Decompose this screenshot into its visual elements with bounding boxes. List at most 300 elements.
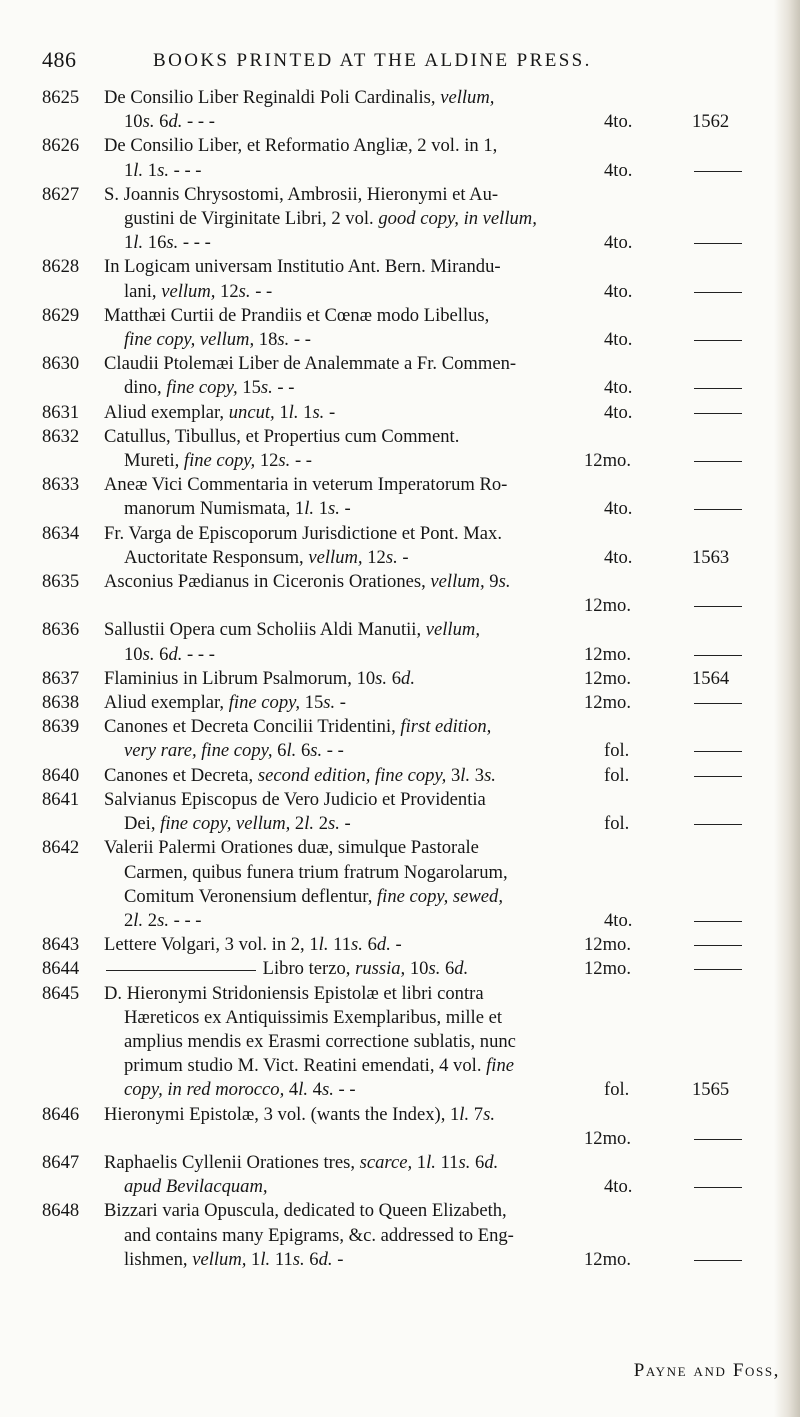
italic-text: s. — [292, 1248, 305, 1270]
entry-text — [104, 570, 682, 618]
lot-number: 8631 — [42, 401, 80, 423]
entry-text — [104, 1151, 682, 1199]
italic-text: uncut, — [228, 401, 275, 423]
book-format: 4to. — [604, 329, 633, 351]
entry-line — [104, 1006, 682, 1030]
roman-text: and contains many Epigrams, &c. addressed to Eng- — [124, 1224, 514, 1246]
italic-text: s. — [484, 764, 496, 786]
roman-text: 1 — [124, 232, 134, 254]
roman-text: lishmen, — [124, 1248, 193, 1270]
lot-number: 8647 — [42, 1151, 80, 1173]
lot-number: 8639 — [42, 716, 80, 738]
lot-number: 8640 — [42, 764, 80, 786]
roman-text: Valerii Palermi Orationes duæ, simulque Pastorale — [104, 837, 479, 859]
entry-line — [104, 764, 682, 788]
roman-text: 1 — [124, 159, 134, 181]
book-format: 12mo. — [584, 1248, 632, 1270]
roman-text: 16 — [143, 232, 167, 254]
italic-text: l. — [260, 1248, 271, 1270]
roman-text: lani, — [124, 280, 162, 302]
ditto-rule — [694, 824, 742, 825]
roman-text: - - — [322, 740, 344, 762]
roman-text: 15 — [300, 692, 324, 714]
entry-line — [104, 546, 682, 570]
entry-text — [104, 255, 682, 303]
entry-line — [104, 618, 682, 642]
lot-number: 8628 — [42, 256, 80, 278]
catchword: Payne and Foss, — [633, 1360, 780, 1381]
entry-line — [104, 982, 682, 1006]
roman-text: 1 — [412, 1151, 427, 1173]
lot-number: 8625 — [42, 87, 80, 108]
ditto-rule — [106, 970, 256, 971]
roman-text: 6 — [272, 740, 287, 762]
year-printed: 1564 — [692, 667, 730, 689]
italic-text: l. — [133, 909, 144, 931]
roman-text: Flaminius in Librum Psalmorum, 10 — [104, 667, 376, 689]
italic-text: l. — [460, 764, 471, 786]
roman-text: 12 — [215, 280, 239, 302]
roman-text: Aliud exemplar, — [104, 692, 229, 714]
italic-text: good copy, in vellum, — [378, 208, 537, 230]
italic-text: s. — [260, 377, 273, 399]
italic-text: d. — [376, 934, 391, 956]
book-format: 12mo. — [584, 450, 632, 472]
italic-text: s. — [328, 813, 340, 835]
ditto-rule — [694, 969, 742, 970]
book-format: 4to. — [604, 377, 633, 399]
roman-text: 11 — [270, 1248, 293, 1270]
book-format: 12mo. — [584, 643, 632, 665]
roman-text: amplius mendis ex Erasmi correctione sublatis, nunc — [124, 1030, 516, 1052]
catalogue-entry — [0, 715, 800, 763]
ditto-rule — [694, 461, 742, 462]
entry-line — [104, 425, 682, 449]
roman-text: - - — [333, 1079, 356, 1101]
italic-text: d. — [168, 111, 183, 133]
ditto-rule — [694, 606, 742, 607]
lot-number: 8643 — [42, 934, 80, 956]
italic-text: first edition, — [400, 716, 492, 738]
italic-text: vellum, — [308, 546, 363, 568]
roman-text: De Consilio Liber Reginaldi Poli Cardinalis, — [104, 87, 441, 108]
roman-text: 1 — [314, 498, 329, 520]
lot-number: 8641 — [42, 788, 80, 810]
ditto-rule — [694, 921, 742, 922]
book-format: 12mo. — [584, 595, 632, 617]
entry-line — [104, 231, 682, 255]
roman-text: Carmen, quibus funera trium fratrum Nogarolarum, — [124, 861, 508, 883]
catalogue-entry — [0, 401, 800, 425]
roman-text: dino, — [124, 377, 167, 399]
book-format: 4to. — [604, 111, 633, 133]
entry-line — [104, 739, 682, 763]
entry-line — [104, 691, 682, 715]
catalogue-entry — [0, 255, 800, 303]
lot-number: 8645 — [42, 982, 80, 1004]
ditto-rule — [694, 945, 742, 946]
roman-text: 6 — [470, 1151, 485, 1173]
italic-text: s. — [323, 692, 336, 714]
roman-text: - — [397, 546, 409, 568]
entry-line — [104, 1175, 682, 1199]
entry-text — [104, 933, 682, 957]
lot-number: 8644 — [42, 958, 80, 980]
catalogue-entry — [0, 134, 800, 182]
catalogue-entry — [0, 982, 800, 1103]
entry-text — [104, 352, 682, 400]
italic-text: s. — [498, 571, 511, 593]
book-format: fol. — [604, 764, 630, 786]
ditto-rule — [694, 655, 742, 656]
roman-text: 6 — [304, 1248, 319, 1270]
italic-text: l. — [318, 934, 329, 956]
roman-text: 3 — [470, 764, 485, 786]
entry-line — [104, 522, 682, 546]
italic-text: s. — [142, 111, 155, 133]
italic-text: s. — [157, 159, 169, 181]
catalogue-entry — [0, 957, 800, 981]
italic-text: s. — [142, 643, 155, 665]
roman-text: In Logicam universam Institutio Ant. Bern. Mirandu- — [104, 256, 501, 278]
lot-number: 8629 — [42, 304, 80, 326]
italic-text: s. — [385, 546, 398, 568]
entry-line — [104, 933, 682, 957]
entry-line — [104, 1248, 682, 1272]
catalogue-entry — [0, 788, 800, 836]
entry-text — [104, 473, 682, 521]
book-format: 4to. — [604, 280, 633, 302]
ditto-rule — [694, 509, 742, 510]
entry-line — [104, 1127, 682, 1151]
lot-number: 8636 — [42, 619, 80, 641]
roman-text: D. Hieronymi Stridoniensis Epistolæ et libri contra — [104, 982, 484, 1004]
roman-text: Raphaelis Cyllenii Orationes tres, — [104, 1151, 360, 1173]
roman-text: Comitum Veronensium deflentur, — [124, 885, 377, 907]
entry-line — [104, 885, 682, 909]
entry-text — [104, 522, 682, 570]
italic-text: fine copy, — [183, 450, 256, 472]
roman-text: Asconius Pædianus in Ciceronis Orationes, — [104, 571, 431, 593]
lot-number: 8632 — [42, 425, 80, 447]
entry-line — [104, 643, 682, 667]
book-format: 4to. — [604, 159, 633, 181]
ditto-rule — [694, 1260, 742, 1261]
italic-text: s. — [166, 232, 179, 254]
entry-line — [104, 788, 682, 812]
catalogue-entry — [0, 1199, 800, 1272]
entry-text — [104, 134, 682, 182]
roman-text: Bizzari varia Opuscula, dedicated to Queen Elizabeth, — [104, 1200, 507, 1222]
entry-text — [104, 764, 682, 788]
roman-text: - - - — [182, 111, 215, 133]
lot-number: 8634 — [42, 522, 80, 544]
book-format: 4to. — [604, 401, 633, 423]
roman-text: 1 — [143, 159, 158, 181]
italic-text: s. — [328, 498, 340, 520]
roman-text: 2 — [290, 813, 305, 835]
roman-text: manorum Numismata, 1 — [124, 498, 305, 520]
italic-text: s. — [428, 958, 441, 980]
italic-text: l. — [133, 232, 144, 254]
entry-text — [104, 86, 682, 134]
entry-line — [104, 1224, 682, 1248]
entry-text — [104, 691, 682, 715]
italic-text: l. — [459, 1103, 470, 1125]
entry-text — [104, 618, 682, 666]
ditto-rule — [694, 171, 742, 172]
entry-line — [104, 836, 682, 860]
roman-text: 1 — [274, 401, 289, 423]
italic-text: vellum, — [161, 280, 216, 302]
roman-text: 1 — [298, 401, 313, 423]
catalogue-entry — [0, 1151, 800, 1199]
roman-text: 2 — [314, 813, 329, 835]
italic-text: fine copy, — [166, 377, 238, 399]
ditto-rule — [694, 413, 742, 414]
roman-text: Salvianus Episcopus de Vero Judicio et Providentia — [104, 788, 486, 810]
roman-text: - - — [272, 377, 295, 399]
lot-number: 8642 — [42, 837, 80, 859]
roman-text: - - - — [182, 643, 215, 665]
catalogue-entry — [0, 473, 800, 521]
italic-text: l. — [304, 813, 315, 835]
catalogue-entry — [0, 1103, 800, 1151]
roman-text: 18 — [254, 329, 278, 351]
book-format: 12mo. — [584, 1127, 632, 1149]
ditto-rule — [694, 292, 742, 293]
roman-text: 9 — [484, 571, 499, 593]
italic-text: d. — [401, 667, 415, 689]
lot-number: 8630 — [42, 353, 80, 375]
ditto-rule — [694, 340, 742, 341]
year-printed: 1563 — [692, 546, 730, 568]
ditto-rule — [694, 751, 742, 752]
roman-text: Hæreticos ex Antiquissimis Exemplaribus, mille et — [124, 1006, 503, 1028]
italic-text: vellum, — [430, 571, 485, 593]
entry-line — [104, 280, 682, 304]
entry-line — [104, 328, 682, 352]
book-format: 12mo. — [584, 958, 632, 980]
entry-text — [104, 1103, 682, 1151]
italic-text: very rare, fine copy, — [124, 740, 273, 762]
lot-number: 8635 — [42, 571, 80, 593]
italic-text: l. — [133, 159, 144, 181]
catalogue-entry — [0, 836, 800, 933]
catalogue-entry — [0, 570, 800, 618]
entry-line — [104, 1103, 682, 1127]
lot-number: 8648 — [42, 1200, 80, 1222]
roman-text: 2 — [143, 909, 158, 931]
entry-text — [104, 1199, 682, 1272]
entry-line — [104, 1199, 682, 1223]
catalogue-entry — [0, 691, 800, 715]
italic-text: d. — [168, 643, 183, 665]
catalogue-entry — [0, 425, 800, 473]
entry-line — [104, 861, 682, 885]
italic-text: d. — [318, 1248, 333, 1270]
book-format: 4to. — [604, 546, 633, 568]
italic-text: s. — [312, 401, 325, 423]
italic-text: s. — [321, 1079, 334, 1101]
roman-text: 2 — [124, 909, 134, 931]
book-format: 4to. — [604, 1176, 633, 1198]
roman-text: Aneæ Vici Commentaria in veterum Imperatorum Ro- — [104, 474, 508, 496]
roman-text: 10 — [124, 643, 143, 665]
entry-line — [104, 134, 682, 158]
entry-text — [104, 183, 682, 256]
roman-text: 6 — [387, 667, 402, 689]
italic-text: l. — [288, 401, 299, 423]
roman-text: 7 — [469, 1103, 484, 1125]
entry-text — [104, 836, 682, 933]
book-format: fol. — [604, 813, 630, 835]
roman-text: primum studio M. Vict. Reatini emendati, 4 vol. — [124, 1055, 487, 1077]
roman-text: 6 — [154, 111, 169, 133]
italic-text: s. — [375, 667, 388, 689]
book-format: 4to. — [604, 232, 633, 254]
ditto-rule — [694, 243, 742, 244]
entry-line — [104, 473, 682, 497]
italic-text: fine — [486, 1055, 515, 1077]
ditto-rule — [694, 703, 742, 704]
entry-line — [104, 401, 682, 425]
entry-line — [104, 159, 682, 183]
ditto-rule — [694, 776, 742, 777]
year-printed: 1562 — [692, 111, 730, 133]
ditto-rule — [694, 1187, 742, 1188]
italic-text: l. — [286, 740, 297, 762]
italic-text: l. — [298, 1079, 309, 1101]
italic-text: l. — [426, 1151, 436, 1173]
lot-number: 8626 — [42, 135, 80, 157]
roman-text: Hieronymi Epistolæ, 3 vol. (wants the Index), 1 — [104, 1103, 460, 1125]
catalogue-entry — [0, 183, 800, 256]
running-head: BOOKS PRINTED AT THE ALDINE PRESS. — [153, 50, 592, 71]
page-header — [0, 47, 800, 77]
entry-line — [104, 86, 682, 110]
year-printed: 1565 — [692, 1079, 730, 1101]
roman-text: 6 — [154, 643, 169, 665]
roman-text: 6 — [296, 740, 311, 762]
entry-text — [104, 425, 682, 473]
roman-text: S. Joannis Chrysostomi, Ambrosii, Hieronymi et Au- — [104, 183, 499, 205]
roman-text: Mureti, — [124, 450, 184, 472]
italic-text: s. — [458, 1151, 471, 1173]
catalogue-entry — [0, 933, 800, 957]
roman-text: - — [339, 813, 351, 835]
entry-text — [104, 957, 682, 981]
entry-line — [104, 497, 682, 521]
entry-line — [104, 909, 682, 933]
roman-text: Canones et Decreta Concilii Tridentini, — [104, 716, 401, 738]
ditto-rule — [694, 388, 742, 389]
roman-text: - — [335, 692, 346, 714]
lot-number: 8633 — [42, 474, 80, 496]
roman-text: 12 — [255, 450, 279, 472]
entry-line — [104, 957, 682, 981]
entry-line — [104, 1078, 682, 1102]
book-format: 12mo. — [584, 692, 632, 714]
entry-line — [104, 376, 682, 400]
lot-number: 8646 — [42, 1103, 80, 1125]
entry-text — [104, 401, 682, 425]
roman-text: Matthæi Curtii de Prandiis et Cœnæ modo Libellus, — [104, 304, 490, 326]
italic-text: vellum, — [192, 1248, 247, 1270]
roman-text: Claudii Ptolemæi Liber de Analemmate a Fr. Commen- — [104, 353, 517, 375]
entry-line — [104, 594, 682, 618]
roman-text: Sallustii Opera cum Scholiis Aldi Manutii, — [104, 619, 426, 641]
italic-text: s. — [278, 450, 291, 472]
catalogue-entry — [0, 764, 800, 788]
catalogue-entry — [0, 618, 800, 666]
entry-line — [104, 352, 682, 376]
italic-text: l. — [304, 498, 315, 520]
roman-text: 10 — [405, 958, 429, 980]
catalogue-entry — [0, 86, 800, 134]
italic-text: s. — [277, 329, 290, 351]
italic-text: s. — [238, 280, 251, 302]
italic-text: copy, in red morocco, — [124, 1079, 285, 1101]
roman-text: Aliud exemplar, — [104, 401, 229, 423]
entry-line — [104, 1030, 682, 1054]
book-format: 4to. — [604, 498, 633, 520]
italic-text: s. — [310, 740, 323, 762]
roman-text: Libro terzo, — [258, 958, 356, 980]
roman-text: 11 — [328, 934, 352, 956]
italic-text: s. — [351, 934, 363, 956]
entry-line — [104, 1151, 682, 1175]
roman-text: 4 — [308, 1079, 322, 1101]
italic-text: fine copy, sewed, — [377, 885, 503, 907]
entry-text — [104, 982, 682, 1103]
catalogue-entry — [0, 304, 800, 352]
roman-text: 4 — [284, 1079, 299, 1101]
entry-text — [104, 715, 682, 763]
roman-text: - — [339, 498, 351, 520]
entry-line — [104, 110, 682, 134]
italic-text: fine copy, vellum, — [160, 813, 291, 835]
roman-text: 6 — [362, 934, 377, 956]
book-format: fol. — [604, 1079, 630, 1101]
ditto-rule — [694, 1139, 742, 1140]
italic-text: d. — [454, 958, 469, 980]
roman-text: 15 — [237, 377, 261, 399]
roman-text: De Consilio Liber, et Reformatio Angliæ, 2 vol. in 1, — [104, 135, 498, 157]
book-format: 12mo. — [584, 934, 632, 956]
roman-text: 6 — [440, 958, 455, 980]
roman-text: - - — [289, 329, 311, 351]
italic-text: d. — [484, 1151, 499, 1173]
roman-text: - - - — [168, 909, 202, 931]
catalogue-entries — [0, 86, 800, 1272]
roman-text: gustini de Virginitate Libri, 2 vol. — [124, 208, 379, 230]
entry-line — [104, 1054, 682, 1078]
italic-text: scarce, — [359, 1151, 413, 1173]
roman-text: - - - — [178, 232, 211, 254]
lot-number: 8637 — [42, 667, 80, 689]
entry-line — [104, 812, 682, 836]
book-format: fol. — [604, 740, 630, 762]
book-format: 4to. — [604, 909, 633, 931]
roman-text: - - - — [168, 159, 202, 181]
lot-number: 8627 — [42, 183, 80, 205]
roman-text: - - — [250, 280, 273, 302]
entry-text — [104, 667, 682, 691]
entry-line — [104, 304, 682, 328]
catalogue-entry — [0, 667, 800, 691]
entry-line — [104, 207, 682, 231]
